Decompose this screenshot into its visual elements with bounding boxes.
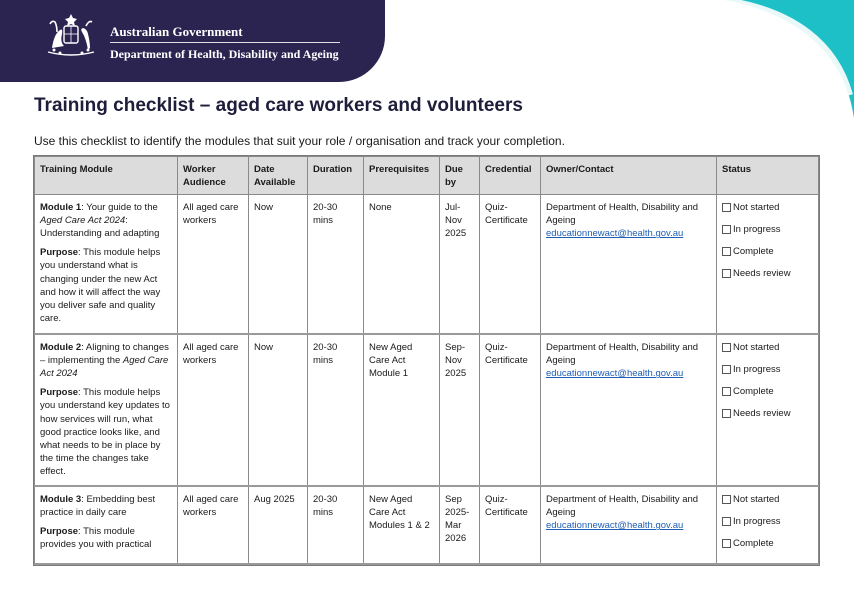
checkbox[interactable]	[722, 269, 731, 278]
checkbox[interactable]	[722, 539, 731, 548]
status-option-complete[interactable]: Complete	[722, 245, 813, 258]
module-purpose	[40, 525, 172, 551]
purpose-text: : This module provides you with practical	[40, 526, 152, 551]
page-title: Training checklist – aged care workers and volunteers	[34, 95, 523, 116]
module-heading	[40, 493, 172, 519]
purpose-label: Purpose	[40, 387, 79, 399]
table-row	[35, 334, 819, 486]
module-title: : Embedding best practice in daily care	[40, 494, 156, 519]
due-by-cell: Sep-Nov 2025	[440, 334, 480, 486]
banner-divider	[110, 42, 340, 43]
status-option-not-started[interactable]: Not started	[722, 201, 813, 214]
header-date-available: Date Available	[249, 157, 308, 195]
module-title-act: Aged Care Act 2024	[40, 355, 169, 380]
checkbox[interactable]	[722, 203, 731, 212]
audience-cell: All aged care workers	[178, 334, 249, 486]
module-purpose	[40, 246, 172, 325]
module-label: Module 2	[40, 342, 82, 353]
duration-cell: 20-30 mins	[308, 195, 364, 335]
credential-cell: Quiz-Certificate	[480, 334, 541, 486]
intro-text: Use this checklist to identify the modules that suit your role / organisation and track your completion.	[34, 134, 565, 148]
module-cell	[35, 486, 178, 564]
module-purpose	[40, 386, 172, 478]
status-option-complete[interactable]: Complete	[722, 537, 813, 550]
contact-email-link[interactable]: educationnewact@health.gov.au	[546, 228, 684, 240]
checkbox[interactable]	[722, 495, 731, 504]
purpose-label: Purpose	[40, 247, 79, 259]
purpose-text: : This module helps you understand what is changing under the new Act and how it will affect the way you deliver safe and quality care.	[40, 247, 161, 324]
module-heading	[40, 201, 172, 240]
status-option-in-progress[interactable]: In progress	[722, 515, 813, 528]
module-cell	[35, 334, 178, 486]
status-cell	[717, 195, 819, 335]
module-title-rest: : Understanding and adapting	[40, 215, 160, 240]
credential-cell: Quiz-Certificate	[480, 486, 541, 564]
status-option-in-progress[interactable]: In progress	[722, 223, 813, 236]
header-status: Status	[717, 157, 819, 195]
checkbox[interactable]	[722, 225, 731, 234]
purpose-label: Purpose	[40, 526, 79, 538]
date-available-cell: Aug 2025	[249, 486, 308, 564]
due-by-cell: Jul-Nov 2025	[440, 195, 480, 335]
header-worker-audience: Worker Audience	[178, 157, 249, 195]
header-owner-contact: Owner/Contact	[541, 157, 717, 195]
module-title: : Your guide to the	[81, 202, 158, 213]
government-name: Australian Government	[110, 24, 243, 39]
header-credential: Credential	[480, 157, 541, 195]
owner-contact-cell	[541, 195, 717, 335]
checkbox[interactable]	[722, 365, 731, 374]
module-label: Module 3	[40, 494, 82, 505]
prerequisites-cell: None	[364, 195, 440, 335]
government-banner	[0, 0, 385, 82]
header-due-by: Due by	[440, 157, 480, 195]
module-label: Module 1	[40, 202, 82, 213]
header-duration: Duration	[308, 157, 364, 195]
owner-name: Department of Health, Disability and Ageing	[546, 202, 699, 227]
prerequisites-cell: New Aged Care Act Module 1	[364, 334, 440, 486]
prerequisites-cell: New Aged Care Act Modules 1 & 2	[364, 486, 440, 564]
contact-email-link[interactable]: educationnewact@health.gov.au	[546, 368, 684, 380]
department-name: Department of Health, Disability and Ageing	[110, 47, 339, 61]
coat-of-arms-icon	[40, 12, 102, 60]
checkbox[interactable]	[722, 409, 731, 418]
contact-email-link[interactable]: educationnewact@health.gov.au	[546, 520, 684, 532]
module-cell	[35, 195, 178, 335]
checkbox[interactable]	[722, 387, 731, 396]
owner-contact-cell	[541, 334, 717, 486]
date-available-cell: Now	[249, 334, 308, 486]
table-row	[35, 486, 819, 564]
audience-cell: All aged care workers	[178, 195, 249, 335]
duration-cell: 20-30 mins	[308, 334, 364, 486]
status-option-needs-review[interactable]: Needs review	[722, 407, 813, 420]
decorative-swoosh-icon	[724, 0, 854, 120]
owner-name: Department of Health, Disability and Ageing	[546, 494, 699, 519]
checkbox[interactable]	[722, 343, 731, 352]
status-cell	[717, 334, 819, 486]
checkbox[interactable]	[722, 247, 731, 256]
status-option-in-progress[interactable]: In progress	[722, 363, 813, 376]
training-checklist-table	[34, 156, 819, 565]
module-title-act: Aged Care Act 2024	[40, 215, 126, 227]
status-option-not-started[interactable]: Not started	[722, 493, 813, 506]
table-header-row	[35, 157, 819, 195]
audience-cell: All aged care workers	[178, 486, 249, 564]
module-title: : Aligning to changes – implementing the	[40, 342, 169, 367]
table-row	[35, 195, 819, 335]
due-by-cell: Sep 2025-Mar 2026	[440, 486, 480, 564]
status-option-needs-review[interactable]: Needs review	[722, 267, 813, 280]
date-available-cell: Now	[249, 195, 308, 335]
owner-contact-cell	[541, 486, 717, 564]
purpose-text: : This module helps you understand key updates to how services will run, what good practice looks like, and what needs to be in place by the time the changes take effect.	[40, 387, 170, 477]
owner-name: Department of Health, Disability and Ageing	[546, 342, 699, 367]
header-training-module: Training Module	[35, 157, 178, 195]
status-cell	[717, 486, 819, 564]
duration-cell: 20-30 mins	[308, 486, 364, 564]
header-prerequisites: Prerequisites	[364, 157, 440, 195]
status-option-complete[interactable]: Complete	[722, 385, 813, 398]
status-option-not-started[interactable]: Not started	[722, 341, 813, 354]
module-heading	[40, 341, 172, 380]
checkbox[interactable]	[722, 517, 731, 526]
credential-cell: Quiz-Certificate	[480, 195, 541, 335]
